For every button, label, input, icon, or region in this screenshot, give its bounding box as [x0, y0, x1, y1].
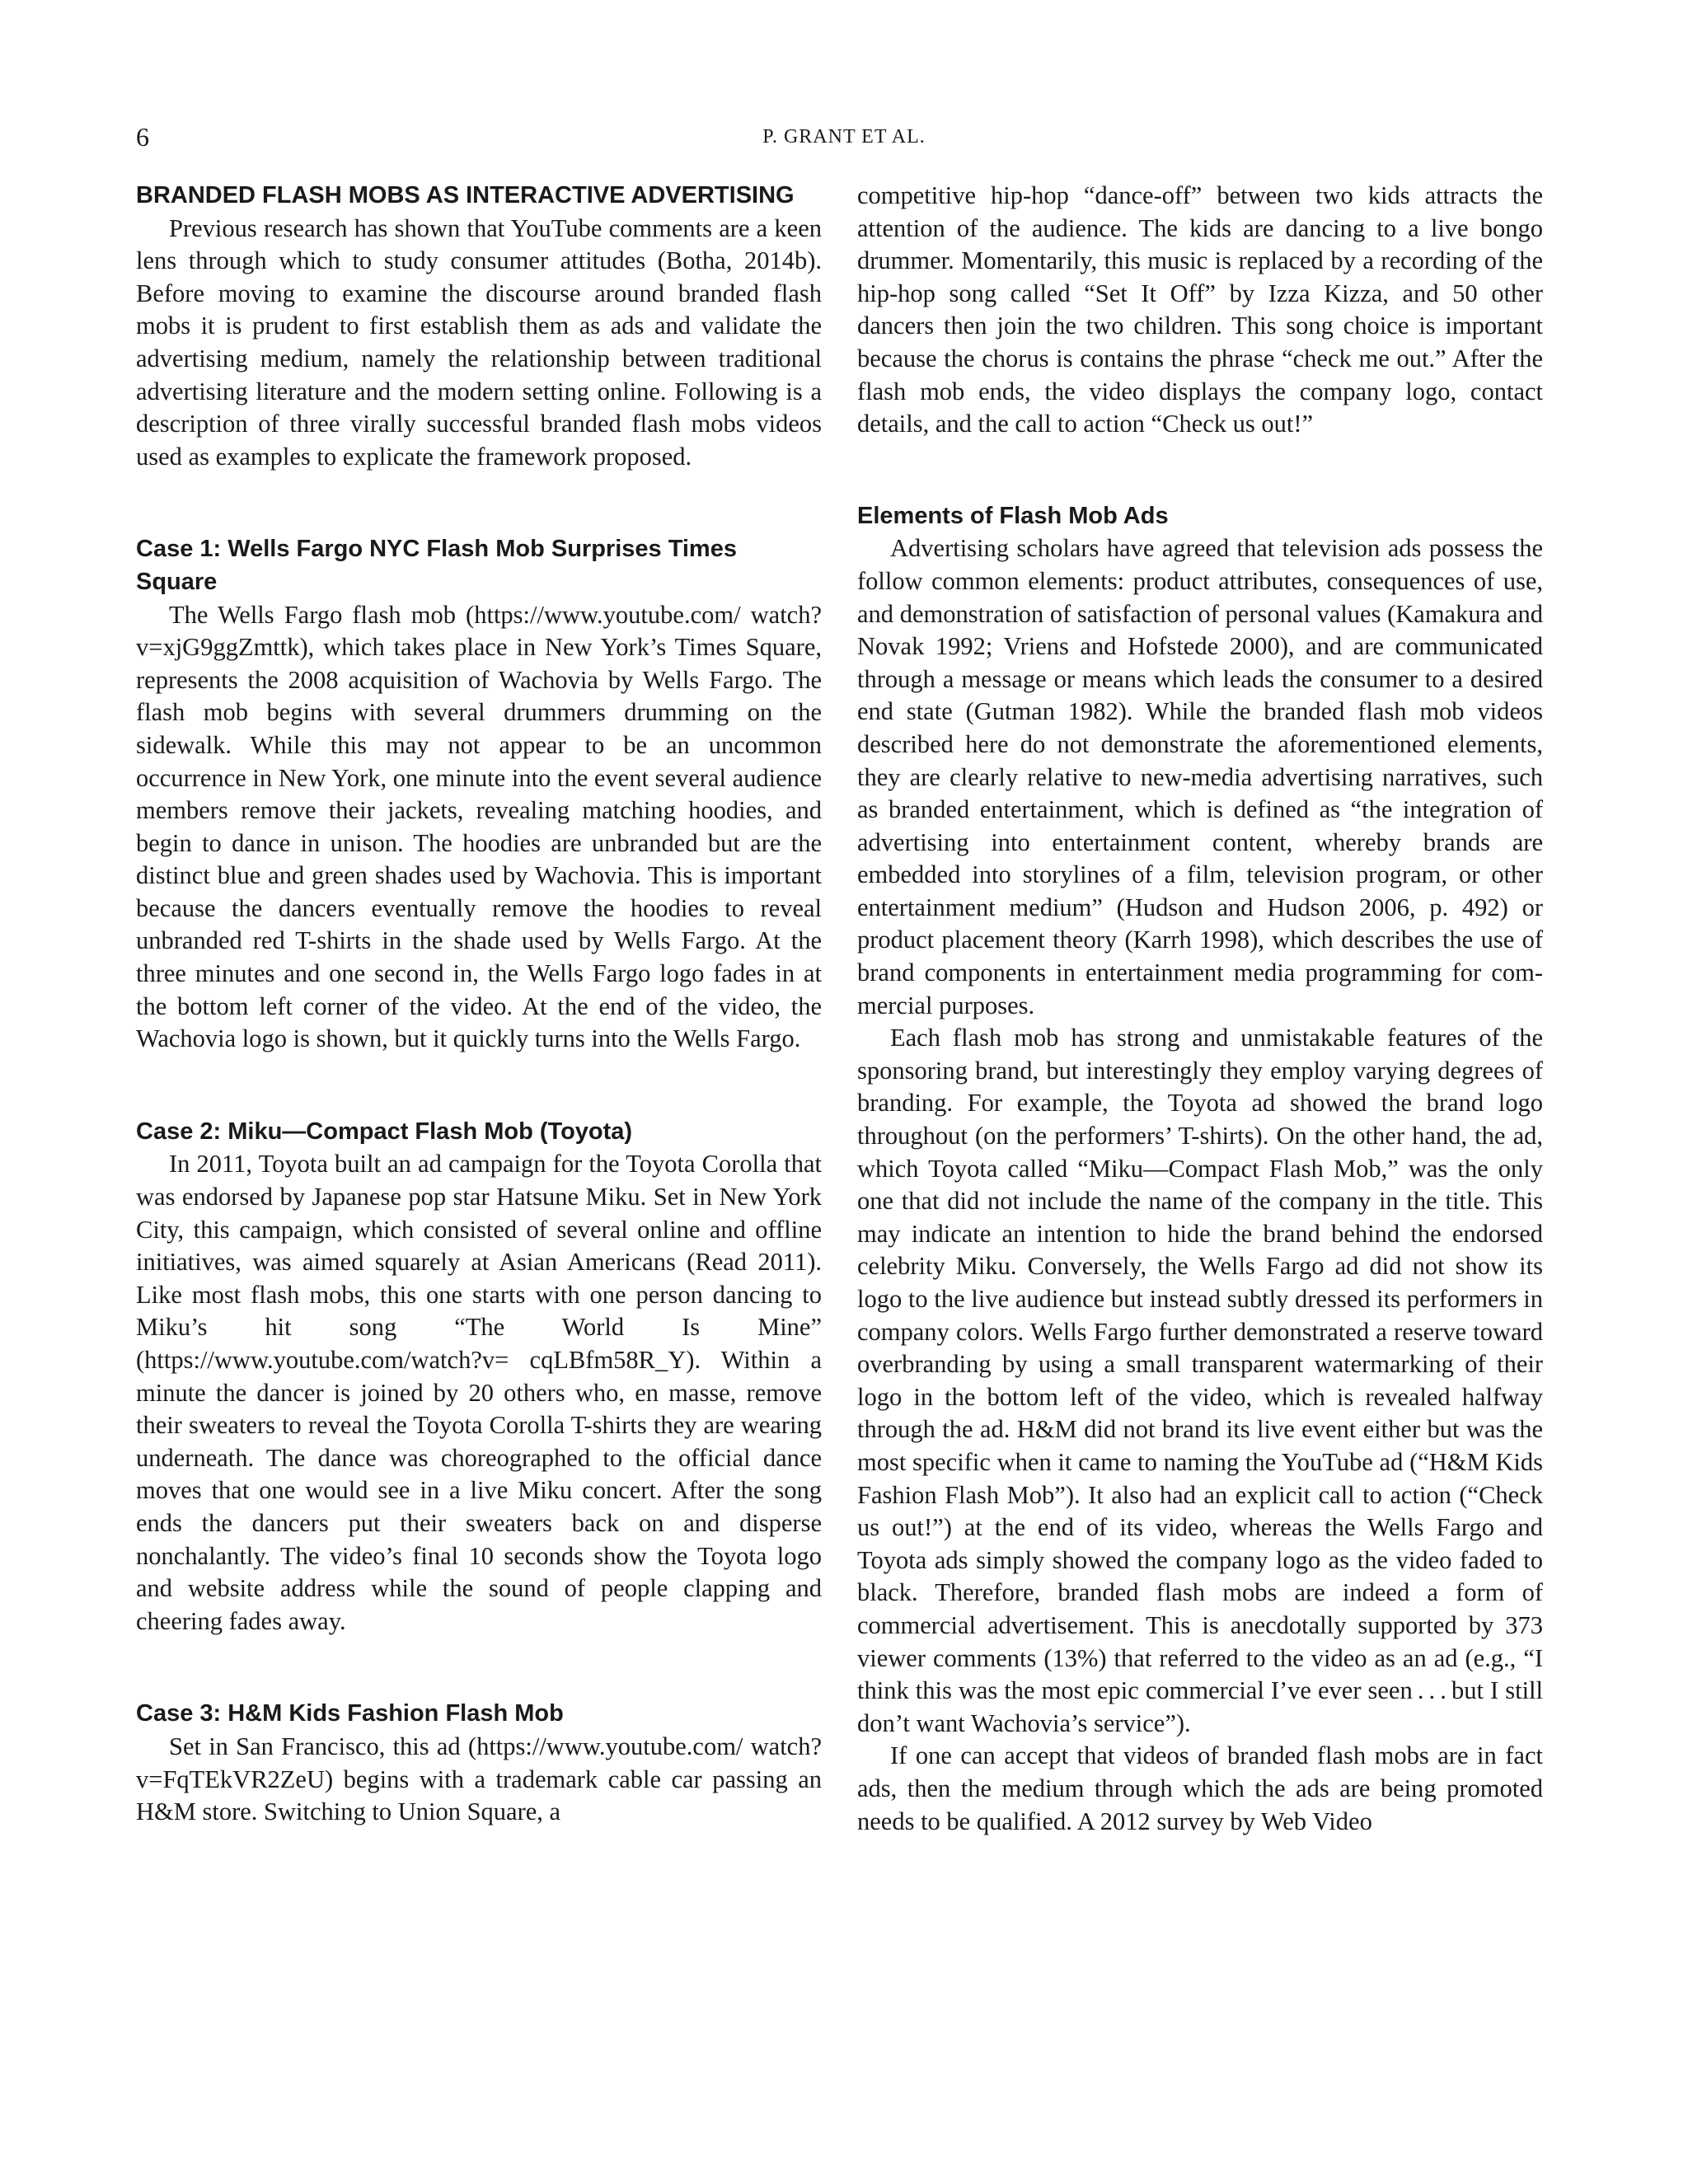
- page-number: 6: [136, 122, 149, 152]
- case3-heading: Case 3: H&M Kids Fashion Flash Mob: [136, 1700, 564, 1727]
- elements-heading: Elements of Flash Mob Ads: [857, 502, 1169, 529]
- case2-paragraph: In 2011, Toyota built an ad campaign for the Toyota Corolla that was endorsed by Japanese pop star Hatsune Miku. Set in New York City, this campaign, which consisted of several online and offline initiatives, was aimed squarely at Asian Americans (Read 2011). Like most flash mobs, this one starts with one person dancing to Miku’s hit song “The World Is Mine” (https://www.youtube.com/watch?v= cqLBfm58R_Y). Within a minute the dancer is joined by 20 others who, en masse, remove their sweaters to reveal the Toyota Corolla T-shirts they are wearing underneath. The dance was choreographed to the official dance moves that one would see in a live Miku concert. After the song ends the dancers put their sweaters back on and disperse nonchalantly. The video’s final 10 seconds show the Toyota logo and website address while the sound of people clapping and cheering fades away.: [136, 1150, 822, 1635]
- case2-heading: Case 2: Miku—Compact Flash Mob (Toyota): [136, 1118, 633, 1145]
- section-spacer: [136, 473, 822, 533]
- case1-heading: Case 1: Wells Fargo NYC Flash Mob Surprises Times Square: [136, 536, 737, 595]
- running-title: P. GRANT ET AL.: [762, 126, 926, 148]
- intro-paragraph: Previous research has shown that YouTube comments are a keen lens through which to study consumer attitudes (Botha, 2014b). Before moving to examine the discourse around branded flash mobs it is prudent to first establish them as ads and validate the advertising medium, namely the relationship between traditional advertising literature and the modern setting online. Following is a description of three virally successful branded flash mobs videos used as examples to explicate the framework proposed.: [136, 213, 822, 471]
- right-column: [857, 180, 1543, 1838]
- running-head: [136, 120, 1552, 153]
- section-heading-branded-flash-mobs: BRANDED FLASH MOBS AS INTERACTIVE ADVERTISING: [136, 182, 795, 209]
- case3-paragraph: Set in San Francisco, this ad (https://www.youtube.com/ watch?v=FqTEkVR2ZeU) begins with a trademark cable car passing an H&M store. Switching to Union Square, a: [136, 1732, 822, 1826]
- section-spacer: [136, 1056, 822, 1116]
- section-spacer: [857, 441, 1543, 500]
- elements-paragraph-1: Advertising scholars have agreed that television ads possess the follow common elements: product attributes, consequences of use, and demonstration of satisfaction of personal values (Kamakura and Novak 1992; Vriens and Hofstede 2000), and are communicated through a message or means which leads the consumer to a desired end state (Gutman 1982). While the branded flash mob videos described here do not demonstrate the aforementioned elements, they are clearly relative to new-media advertising narratives, such as branded entertainment, which is defined as “the integration of advertising into entertainment content, whereby brands are embedded into storylines of a film, television program, or other entertainment medium” (Hudson and Hudson 2006, p. 492) or product placement theory (Karrh 1998), which describes the use of brand components in entertainment media programming for commercial purposes.: [857, 534, 1543, 1019]
- section-spacer: [136, 1638, 822, 1698]
- case1-paragraph: The Wells Fargo flash mob (https://www.youtube.com/ watch?v=xjG9ggZmttk), which takes place in New York’s Times Square, represents the 2008 acquisition of Wachovia by Wells Fargo. The flash mob begins with several drummers drumming on the sidewalk. While this may not appear to be an uncommon occurrence in New York, one minute into the event several audience members remove their jackets, revealing matching hoodies, and begin to dance in unison. The hoodies are unbranded but are the distinct blue and green shades used by Wachovia. This is important because the dancers eventually remove the hoodies to reveal unbranded red T-shirts in the shade used by Wells Fargo. At the three minutes and one second in, the Wells Fargo logo fades in at the bottom left corner of the video. At the end of the video, the Wachovia logo is shown, but it quickly turns into the Wells Fargo.: [136, 600, 822, 1053]
- elements-paragraph-3: If one can accept that videos of branded flash mobs are in fact ads, then the medium through which the ads are being promoted needs to be qualified. A 2012 survey by Web Video: [857, 1741, 1543, 1835]
- elements-paragraph-2: Each flash mob has strong and unmistakable features of the sponsoring brand, but interestingly they employ varying degrees of branding. For example, the Toyota ad showed the brand logo throughout (on the performers’ T-shirts). On the other hand, the ad, which Toyota called “Miku—Compact Flash Mob,” was the only one that did not include the name of the company in the title. This may indicate an intention to hide the brand behind the endorsed celebrity Miku. Conversely, the Wells Fargo ad did not show its logo to the live audience but instead subtly dressed its performers in company colors. Wells Fargo further demonstrated a reserve toward overbranding by using a small transparent watermarking of their logo in the bottom left of the video, which is revealed halfway through the ad. H&M did not brand its live event either but was the most specific when it came to naming the YouTube ad (“H&M Kids Fashion Flash Mob”). It also had an explicit call to action (“Check us out!”) at the end of its video, whereas the Wells Fargo and Toyota ads simply showed the company logo as the video faded to black. Therefore, branded flash mobs are indeed a form of commercial advertisement. This is anecdotally supported by 373 viewer comments (13%) that referred to the video as an ad (e.g., “I think this was the most epic commercial I’ve ever seen . . . but I still don’t want Wachovia’s service”).: [857, 1024, 1543, 1737]
- left-column: [136, 180, 822, 1829]
- case3-continuation-paragraph: competitive hip-hop “dance-off” between two kids attracts the attention of the audience. The kids are dancing to a live bongo drummer. Momentarily, this music is replaced by a recording of the hip-hop song called “Set It Off” by Izza Kizza, and 50 other dancers then join the two children. This song choice is important because the chorus is contains the phrase “check me out.” After the flash mob ends, the video displays the company logo, contact details, and the call to action “Check us out!”: [857, 181, 1543, 438]
